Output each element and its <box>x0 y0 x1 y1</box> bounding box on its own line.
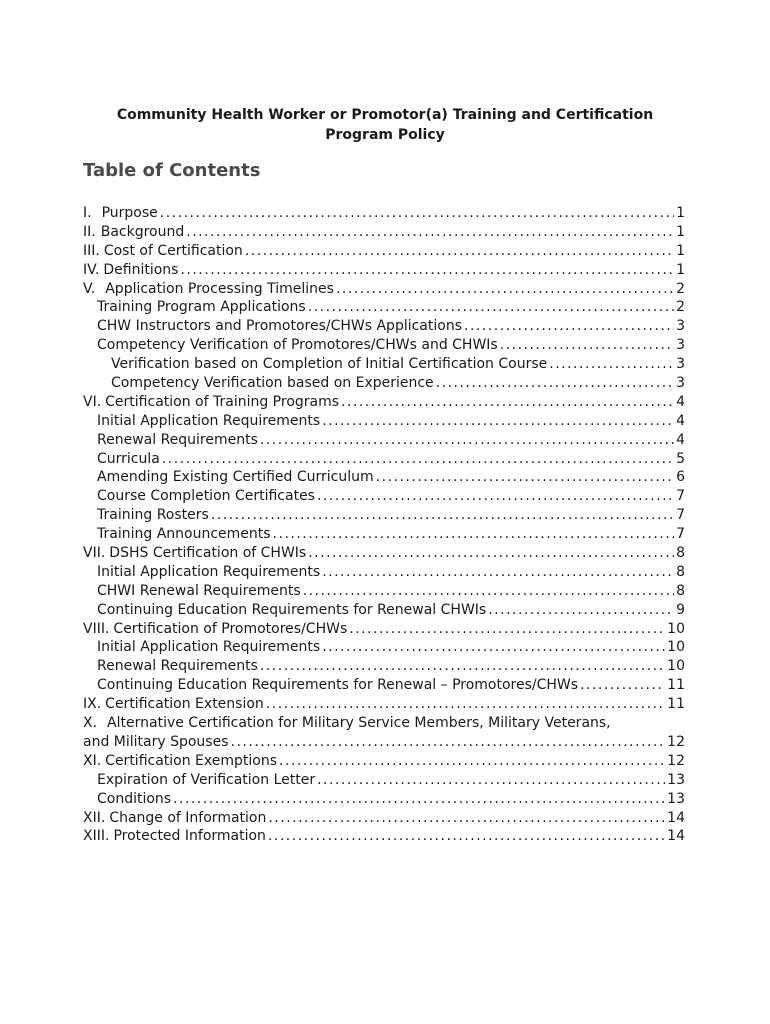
toc-page-number: 8 <box>676 545 685 562</box>
toc-dot-leader <box>322 563 674 582</box>
document-title <box>80 105 690 145</box>
toc-dot-leader <box>488 601 674 620</box>
toc-page-number: 11 <box>667 677 685 694</box>
toc-link[interactable] <box>97 298 685 317</box>
toc-link[interactable] <box>111 355 685 374</box>
toc-entry-text: Initial Application Requirements <box>97 639 321 656</box>
toc-page-number: 4 <box>676 431 685 448</box>
toc-dot-leader <box>245 242 674 261</box>
toc-link[interactable] <box>97 431 685 450</box>
toc-entry-cost-of-certification[interactable] <box>83 242 685 261</box>
toc-entry-change-of-information[interactable] <box>83 809 685 828</box>
toc-entry-text: V. Application Processing Timelines <box>83 280 334 297</box>
toc-entry-text: Conditions <box>97 790 172 807</box>
toc-page-number: 10 <box>667 620 685 637</box>
toc-entry-certification-exemptions[interactable] <box>83 752 685 771</box>
toc-page-number: 6 <box>676 469 685 486</box>
toc-link[interactable] <box>97 412 685 431</box>
toc-entry-number: VI. <box>83 393 102 410</box>
toc-entry-number: X. <box>83 715 98 732</box>
toc-entry-promotores-continuing-education[interactable] <box>83 676 685 695</box>
toc-page-number: 1 <box>676 261 685 278</box>
toc-entry-background[interactable] <box>83 223 685 242</box>
toc-entry-number: III. <box>83 242 100 259</box>
toc-dot-leader <box>268 809 665 828</box>
toc-entry-certification-of-training-programs[interactable] <box>83 393 685 412</box>
toc-dot-leader <box>162 450 674 469</box>
toc-dot-leader <box>322 412 674 431</box>
toc-entry-text: I. Purpose <box>83 205 158 221</box>
toc-entry-text: Training Program Applications <box>97 299 306 316</box>
toc-page-number: 12 <box>667 733 685 750</box>
toc-entry-training-announcements[interactable] <box>83 525 685 544</box>
toc-link[interactable] <box>97 771 685 790</box>
toc-link[interactable] <box>83 620 685 639</box>
toc-page-number: 9 <box>676 601 685 618</box>
toc-link[interactable] <box>97 601 685 620</box>
toc-page-number: 14 <box>667 809 685 826</box>
toc-entry-text: III. Cost of Certification <box>83 242 243 259</box>
toc-link[interactable] <box>83 204 685 223</box>
toc-entry-conditions[interactable] <box>83 790 685 809</box>
toc-page-number: 14 <box>667 828 685 845</box>
toc-entry-text: IV. Definitions <box>83 261 179 278</box>
toc-dot-leader <box>268 827 665 846</box>
toc-link[interactable] <box>97 487 685 506</box>
toc-page-number: 13 <box>667 771 685 788</box>
toc-entry-competency-verification[interactable] <box>83 336 685 355</box>
toc-entry-curricula[interactable] <box>83 450 685 469</box>
toc-dot-leader <box>341 393 674 412</box>
toc-entry-training-rosters[interactable] <box>83 506 685 525</box>
toc-dot-leader <box>549 355 674 374</box>
toc-entry-promotores-renewal[interactable] <box>83 657 685 676</box>
toc-entry-verification-experience[interactable] <box>83 374 685 393</box>
document-title-line-1: Community Health Worker or Promotor(a) Training and Certification <box>116 107 654 123</box>
toc-entry-chwi-continuing-education[interactable] <box>83 601 685 620</box>
toc-entry-text: Expiration of Verification Letter <box>97 771 316 788</box>
toc-entry-text: Competency Verification based on Experience <box>111 375 434 392</box>
toc-page-number: 3 <box>676 375 685 392</box>
toc-dot-leader <box>336 280 674 299</box>
toc-entry-verification-initial-course[interactable] <box>83 355 685 374</box>
toc-link[interactable] <box>97 525 685 544</box>
toc-dot-leader <box>308 544 674 563</box>
toc-entry-number: VII. <box>83 545 106 562</box>
toc-entry-text: VII. DSHS Certification of CHWIs <box>83 545 307 562</box>
toc-dot-leader <box>322 638 665 657</box>
toc-dot-leader <box>500 336 674 355</box>
toc-link[interactable] <box>83 280 685 299</box>
toc-page-number: 12 <box>667 752 685 769</box>
toc-dot-leader <box>279 752 665 771</box>
toc-entry-amending-curriculum[interactable] <box>83 468 685 487</box>
toc-link[interactable] <box>97 563 685 582</box>
toc-entry-text: Training Announcements <box>97 526 271 543</box>
toc-entry-initial-application-requirements[interactable] <box>83 412 685 431</box>
toc-entry-number: XIII. <box>83 828 110 845</box>
toc-dot-leader <box>317 487 674 506</box>
toc-entry-promotores-initial-application[interactable] <box>83 638 685 657</box>
toc-entry-purpose[interactable] <box>83 204 685 223</box>
toc-page-number: 8 <box>676 563 685 580</box>
toc-dot-leader <box>173 790 665 809</box>
toc-page-number: 13 <box>667 790 685 807</box>
toc-dot-leader <box>231 733 666 752</box>
toc-entry-text: Curricula <box>97 450 160 467</box>
toc-entry-certification-extension[interactable] <box>83 695 685 714</box>
table-of-contents <box>83 204 685 846</box>
toc-entry-number: V. <box>83 280 96 297</box>
toc-entry-alternative-certification-line-2[interactable] <box>83 733 685 752</box>
toc-dot-leader <box>308 298 674 317</box>
toc-dot-leader <box>186 223 674 242</box>
toc-entry-text: VIII. Certification of Promotores/CHWs <box>83 620 348 637</box>
toc-entry-text: XIII. Protected Information <box>83 828 266 845</box>
toc-link[interactable] <box>83 695 685 714</box>
toc-link[interactable] <box>97 336 685 355</box>
toc-page-number: 2 <box>676 299 685 316</box>
toc-entry-text: XI. Certification Exemptions <box>83 752 278 769</box>
toc-page-number: 10 <box>667 658 685 675</box>
toc-link[interactable] <box>97 468 685 487</box>
toc-page-number: 1 <box>676 223 685 240</box>
toc-entry-text: Amending Existing Certified Curriculum <box>97 469 374 486</box>
toc-entry-expiration-of-verification-letter[interactable] <box>83 771 685 790</box>
toc-entry-number: II. <box>83 223 96 240</box>
toc-page-number: 1 <box>676 205 685 221</box>
toc-entry-text: II. Background <box>83 223 185 240</box>
toc-link[interactable] <box>97 638 685 657</box>
toc-entry-text: CHW Instructors and Promotores/CHWs Applications <box>97 318 462 335</box>
toc-link[interactable] <box>83 223 685 242</box>
toc-dot-leader <box>580 676 665 695</box>
toc-entry-dshs-certification-of-chwis[interactable] <box>83 544 685 563</box>
toc-entry-text: Competency Verification of Promotores/CHWs and CHWIs <box>97 337 498 354</box>
toc-entry-text: Course Completion Certificates <box>97 488 315 505</box>
toc-dot-leader <box>376 468 674 487</box>
toc-entry-text: CHWI Renewal Requirements <box>97 582 301 599</box>
toc-entry-alternative-certification-line-1[interactable] <box>83 714 685 733</box>
toc-entry-training-program-applications[interactable] <box>83 298 685 317</box>
toc-link[interactable] <box>97 657 685 676</box>
toc-page-number: 4 <box>676 412 685 429</box>
toc-dot-leader <box>266 695 665 714</box>
toc-entry-certification-of-promotores[interactable] <box>83 620 685 639</box>
toc-page-number: 3 <box>676 318 685 335</box>
toc-dot-leader <box>211 506 674 525</box>
toc-entry-text: Training Rosters <box>97 507 209 524</box>
toc-entry-definitions[interactable] <box>83 261 685 280</box>
toc-entry-protected-information[interactable] <box>83 827 685 846</box>
toc-dot-leader <box>317 771 665 790</box>
toc-link[interactable] <box>83 752 685 771</box>
toc-link[interactable] <box>111 374 685 393</box>
toc-entry-renewal-requirements[interactable] <box>83 431 685 450</box>
toc-link[interactable] <box>83 544 685 563</box>
toc-page-number: 7 <box>676 488 685 505</box>
toc-dot-leader <box>260 431 674 450</box>
toc-link[interactable] <box>83 393 685 412</box>
toc-entry-text: VI. Certification of Training Programs <box>83 393 340 410</box>
toc-entry-text: Initial Application Requirements <box>97 412 321 429</box>
toc-entry-text: Continuing Education Requirements for Renewal CHWIs <box>97 601 487 618</box>
toc-link[interactable] <box>83 733 685 752</box>
toc-entry-application-processing-timelines[interactable] <box>83 280 685 299</box>
toc-page-number: 7 <box>676 507 685 524</box>
toc-page-number: 7 <box>676 526 685 543</box>
toc-link[interactable] <box>97 790 685 809</box>
toc-page-number: 2 <box>676 280 685 297</box>
toc-dot-leader <box>349 620 665 639</box>
toc-entry-text: IX. Certification Extension <box>83 696 264 713</box>
toc-link[interactable] <box>83 242 685 261</box>
toc-entry-text: Continuing Education Requirements for Renewal – Promotores/CHWs <box>97 677 579 694</box>
toc-link[interactable] <box>97 450 685 469</box>
toc-entry-chwi-initial-application-requirements[interactable] <box>83 563 685 582</box>
toc-page-number: 8 <box>676 582 685 599</box>
toc-page-number: 10 <box>667 639 685 656</box>
toc-link[interactable] <box>97 506 685 525</box>
toc-dot-leader <box>180 261 674 280</box>
toc-page-number: 11 <box>667 696 685 713</box>
toc-dot-leader <box>260 657 665 676</box>
toc-link[interactable] <box>83 827 685 846</box>
toc-link[interactable] <box>83 809 685 828</box>
toc-heading: Table of Contents <box>83 160 261 181</box>
document-title-line-2: Program Policy <box>325 127 445 143</box>
toc-page-number: 3 <box>676 356 685 373</box>
toc-link[interactable] <box>83 261 685 280</box>
toc-entry-text: Renewal Requirements <box>97 658 258 675</box>
toc-dot-leader <box>303 582 674 601</box>
toc-page-number: 1 <box>676 242 685 259</box>
toc-page-number: 3 <box>676 337 685 354</box>
toc-entry-number: XI. <box>83 752 102 769</box>
toc-entry-number: VIII. <box>83 620 110 637</box>
toc-entry-text: Verification based on Completion of Initial Certification Course <box>111 356 548 373</box>
toc-entry-text: Renewal Requirements <box>97 431 258 448</box>
toc-page-number: 4 <box>676 393 685 410</box>
toc-entry-chwi-renewal-requirements[interactable] <box>83 582 685 601</box>
toc-link[interactable] <box>97 582 685 601</box>
toc-entry-number: XII. <box>83 809 106 826</box>
toc-page-number: 5 <box>676 450 685 467</box>
toc-link[interactable] <box>97 317 685 336</box>
toc-entry-number: I. <box>83 205 92 221</box>
toc-entry-number: IX. <box>83 696 102 713</box>
toc-entry-course-completion-certificates[interactable] <box>83 487 685 506</box>
toc-dot-leader <box>160 204 674 223</box>
toc-entry-chw-instructors-applications[interactable] <box>83 317 685 336</box>
toc-entry-number: IV. <box>83 261 100 278</box>
toc-entry-text: Initial Application Requirements <box>97 563 321 580</box>
toc-dot-leader <box>436 374 674 393</box>
toc-dot-leader <box>464 317 674 336</box>
toc-entry-text: and Military Spouses <box>83 733 229 750</box>
toc-dot-leader <box>273 525 675 544</box>
toc-link[interactable] <box>97 676 685 695</box>
toc-entry-text: XII. Change of Information <box>83 809 267 826</box>
toc-entry-text: Alternative Certification for Military Service Members, Military Veterans, <box>107 715 611 732</box>
